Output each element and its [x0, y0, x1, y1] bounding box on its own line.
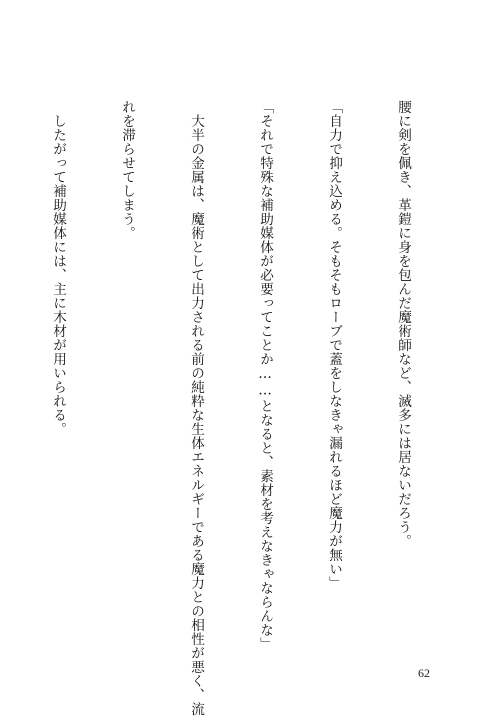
text-line: 「それで特殊な補助媒体が必要ってことか……となると、素材を考えなきゃならんな」: [257, 100, 273, 651]
vertical-text-body: [30, 100, 460, 716]
text-line: 大半の金属は、魔術として出力される前の純粋な生体エネルギーである魔力との相性が悪く、流: [188, 100, 204, 716]
text-line: 腰に剣を佩き、革鎧に身を包んだ魔術師など、滅多には居ないだろう。: [395, 100, 411, 548]
text-line: したがって補助媒体には、主に木材が用いられる。: [50, 100, 66, 436]
text-line: れを滞らせてしまう。: [119, 100, 135, 240]
page-number: 62: [418, 666, 430, 680]
text-line: 「自力で抑え込める。そもそもローブで蓋をしなきゃ漏れるほど魔力が無い」: [326, 100, 342, 590]
